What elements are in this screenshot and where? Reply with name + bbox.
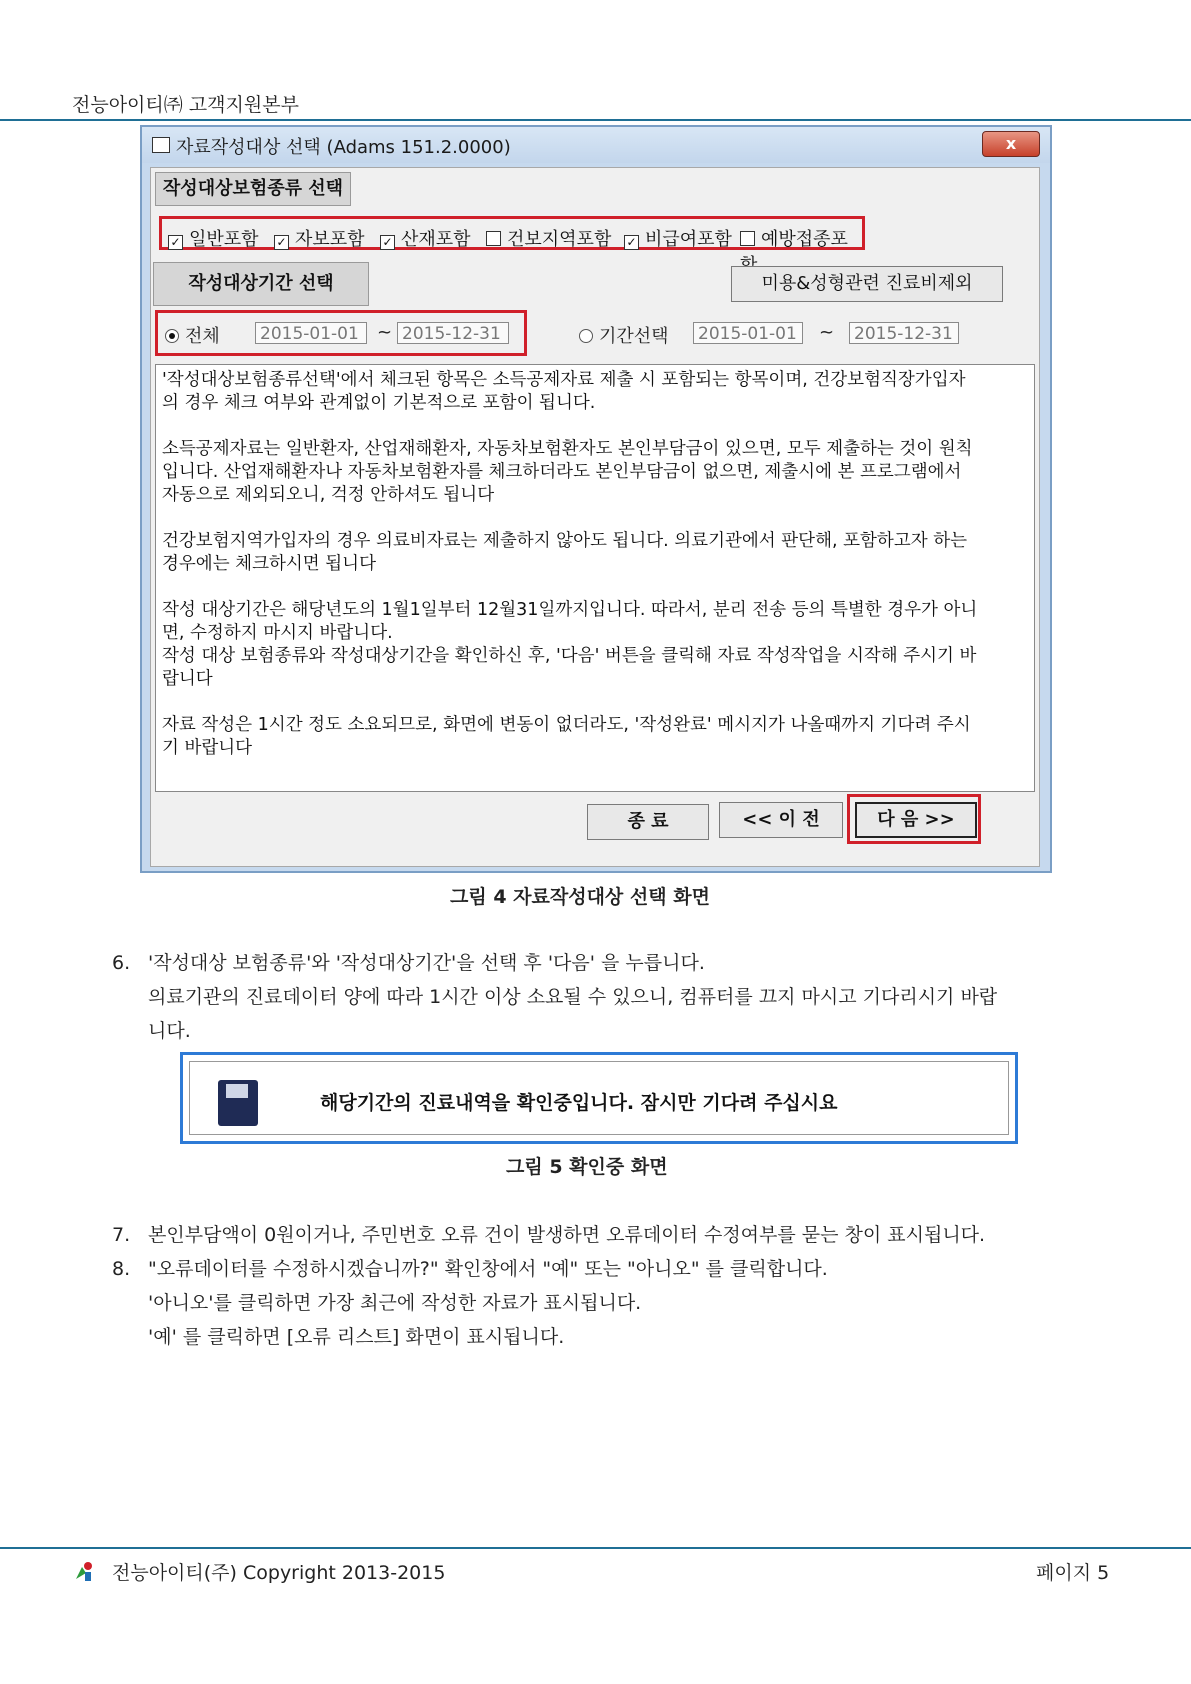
step7-text: 본인부담액이 0원이거나, 주민번호 오류 건이 발생하면 오류데이터 수정여부를 묻는 창이 표시됩니다. [148, 1224, 986, 1246]
period-start-date-picker[interactable]: 2015-01-01 [693, 322, 803, 344]
insurance-type-checkbox-group [159, 216, 865, 250]
progress-dialog-frame [189, 1061, 1009, 1135]
progress-dialog [180, 1052, 1018, 1144]
checkbox-label: 건보지역포함 [507, 229, 612, 250]
footer-divider [0, 1547, 1191, 1549]
exit-button[interactable]: 종 료 [587, 804, 709, 840]
step-number: 8. [112, 1258, 131, 1280]
checkbox-general[interactable] [168, 225, 259, 251]
dialog-titlebar [142, 127, 1050, 163]
data-target-dialog [140, 125, 1052, 873]
next-button[interactable]: 다 음 >> [855, 802, 977, 838]
checkbox-label: 예방접종포 [761, 229, 848, 250]
step8-line1: "오류데이터를 수정하시겠습니까?" 확인창에서 "예" 또는 "아니오" 를 클릭합니다. [148, 1258, 828, 1280]
checkbox-mark[interactable]: ✓ [168, 235, 183, 250]
step-number: 6. [112, 952, 131, 974]
header-divider [0, 119, 1191, 121]
company-logo-icon [72, 1559, 96, 1583]
close-button[interactable]: x [982, 131, 1040, 157]
footer-page-number: 페이지 5 [1036, 1562, 1110, 1584]
radio-period[interactable] [579, 322, 669, 348]
checkbox-mark[interactable] [486, 231, 501, 246]
date-range-separator: ~ [377, 322, 393, 343]
checkbox-regional-health[interactable] [486, 225, 611, 251]
radio-dot[interactable] [579, 329, 593, 343]
checkbox-mark[interactable]: ✓ [624, 235, 639, 250]
figure-caption-4: 그림 4 자료작성대상 선택 화면 [450, 886, 710, 908]
step-number: 7. [112, 1224, 131, 1246]
period-section-label: 작성대상기간 선택 [153, 262, 369, 306]
checkbox-mark[interactable]: ✓ [274, 235, 289, 250]
radio-all[interactable] [165, 322, 220, 348]
checkbox-label: 자보포함 [295, 229, 365, 250]
step6-line3: 니다. [148, 1020, 191, 1042]
header-title: 전능아이티㈜ 고객지원본부 [72, 94, 299, 116]
checkbox-auto-insurance[interactable] [274, 225, 365, 251]
exclude-cosmetic-button[interactable]: 미용&성형관련 진료비제외 [731, 266, 1003, 302]
checkbox-label: 일반포함 [189, 229, 259, 250]
all-end-date-field: 2015-12-31 [397, 322, 509, 344]
prev-button[interactable]: << 이 전 [719, 802, 843, 838]
window-app-icon [152, 137, 170, 153]
radio-dot[interactable] [165, 329, 179, 343]
radio-period-label: 기간선택 [599, 326, 669, 347]
step6-line1: '작성대상 보험종류'와 '작성대상기간'을 선택 후 '다음' 을 누릅니다. [148, 952, 705, 974]
checkbox-mark[interactable]: ✓ [380, 235, 395, 250]
info-text-area[interactable]: '작성대상보험종류선택'에서 체크된 항목은 소득공제자료 제출 시 포함되는 항목이며, 건강보험직장가입자 의 경우 체크 여부와 관계없이 기본적으로 포함이 됩니다. 소득공제자료는 일반환자, 산업재해환자, 자동차보험환자도 본인부담금이 있으면, 모두 제출하는 것이 원칙 입니다. 산업재해환자나 자동차보험환자를 체크하더라도 본인부담금이 없으면, 제출시에 본 프로그램에서 자동으로 제외되오니, 걱정 안하셔도 됩니다 건강보험지역가입자의 경우 의료비자료는 제출하지 않아도 됩니다. 의료기관에서 판단해, 포함하고자 하는 경우에는 체크하시면 됩니다 작성 대상기간은 해당년도의 1월1일부터 12월31일까지입니다. 따라서, 분리 전송 등의 특별한 경우가 아니 면, 수정하지 마시지 바랍니다. 작성 대상 보험종류와 작성대상기간을 확인하신 후, '다음' 버튼을 클릭해 자료 작성작업을 시작해 주시기 바 랍니다 자료 작성은 1시간 정도 소요되므로, 화면에 변동이 없더라도, '작성완료' 메시지가 나올때까지 기다려 주시 기 바랍니다 [155, 364, 1035, 792]
progress-message: 해당기간의 진료내역을 확인중입니다. 잠시만 기다려 주십시요 [320, 1092, 838, 1114]
step8-line3: '예' 를 클릭하면 [오류 리스트] 화면이 표시됩니다. [148, 1326, 565, 1348]
period-end-date-picker[interactable]: 2015-12-31 [849, 322, 959, 344]
date-range-separator: ~ [819, 322, 835, 343]
checkbox-industrial-accident[interactable] [380, 225, 471, 251]
floppy-disk-icon [218, 1080, 258, 1126]
checkbox-label: 산재포함 [401, 229, 471, 250]
all-start-date-field: 2015-01-01 [255, 322, 367, 344]
footer-copyright: 전능아이티(주) Copyright 2013-2015 [112, 1562, 446, 1584]
insurance-type-section-label: 작성대상보험종류 선택 [155, 172, 351, 206]
checkbox-mark[interactable] [740, 231, 755, 246]
radio-all-label: 전체 [185, 326, 220, 347]
step8-line2: '아니오'를 클릭하면 가장 최근에 작성한 자료가 표시됩니다. [148, 1292, 642, 1314]
dialog-body [150, 167, 1040, 867]
figure-caption-5: 그림 5 확인중 화면 [506, 1156, 668, 1178]
checkbox-non-covered[interactable] [624, 225, 732, 251]
step6-line2: 의료기관의 진료데이터 양에 따라 1시간 이상 소요될 수 있으니, 컴퓨터를 끄지 마시고 기다리시기 바랍 [148, 986, 998, 1008]
dialog-title: 자료작성대상 선택 (Adams 151.2.0000) [176, 137, 511, 158]
checkbox-label: 비급여포함 [645, 229, 732, 250]
